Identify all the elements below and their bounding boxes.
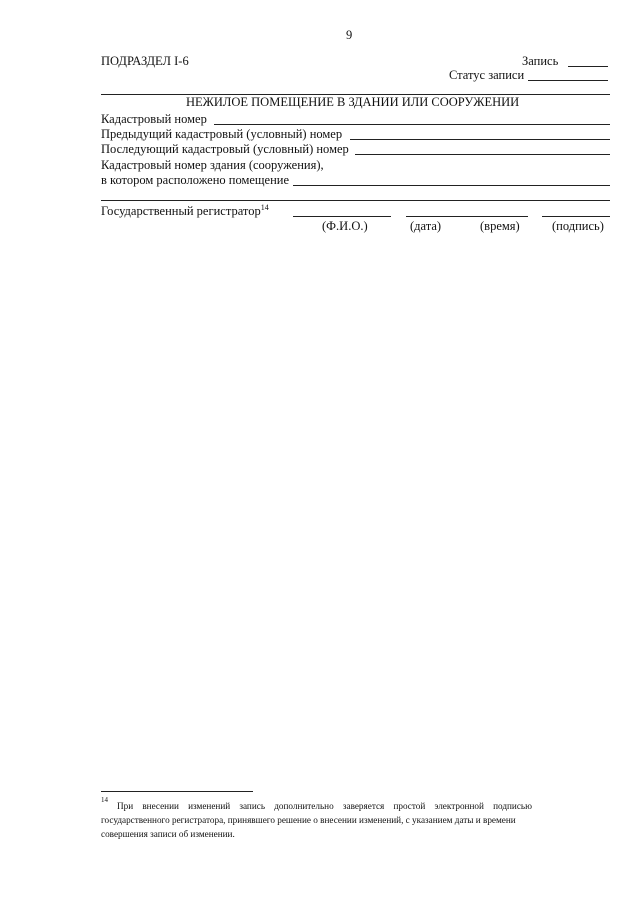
footnote-number: 14 <box>101 796 108 804</box>
footnote-separator <box>101 791 253 792</box>
signature-field-line[interactable] <box>542 216 610 217</box>
next-number-field-line[interactable] <box>355 154 610 155</box>
next-number-label: Последующий кадастровый (условный) номер <box>101 142 349 156</box>
record-status-label: Статус записи <box>449 68 525 82</box>
building-number-label-line2: в котором расположено помещение <box>101 173 290 187</box>
record-status-field-line[interactable] <box>528 80 608 81</box>
signature-caption: (подпись) <box>552 219 604 233</box>
cadastral-number-label: Кадастровый номер <box>101 112 207 126</box>
date-caption: (дата) <box>410 219 442 233</box>
date-time-field-line[interactable] <box>406 216 528 217</box>
footnote-line-1: При внесении изменений запись дополнительно заверяется простой электронной подписью <box>117 801 532 811</box>
record-field-line[interactable] <box>568 66 608 67</box>
registrar-label <box>101 204 269 220</box>
record-label: Запись <box>522 54 559 68</box>
footnote-reference: 14 <box>260 203 269 212</box>
page-number: 9 <box>346 28 353 42</box>
registrar-label-text: Государственный регистратор <box>101 204 261 218</box>
section-title: НЕЖИЛОЕ ПОМЕЩЕНИЕ В ЗДАНИИ ИЛИ СООРУЖЕНИИ <box>186 95 520 109</box>
footnote-line-3: совершения записи об изменении. <box>101 829 235 839</box>
fio-caption: (Ф.И.О.) <box>322 219 368 233</box>
previous-number-field-line[interactable] <box>350 139 610 140</box>
building-number-label-line1: Кадастровый номер здания (сооружения), <box>101 158 324 172</box>
footnote-line-2: государственного регистратора, принявшего решение о внесении изменений, с указанием даты и времени <box>101 815 516 825</box>
cadastral-number-field-line[interactable] <box>214 124 610 125</box>
registrar-divider <box>101 200 610 201</box>
time-caption: (время) <box>480 219 520 233</box>
building-number-field-line[interactable] <box>293 185 610 186</box>
previous-number-label: Предыдущий кадастровый (условный) номер <box>101 127 343 141</box>
subsection-title: ПОДРАЗДЕЛ I-6 <box>101 54 189 68</box>
fio-field-line[interactable] <box>293 216 391 217</box>
